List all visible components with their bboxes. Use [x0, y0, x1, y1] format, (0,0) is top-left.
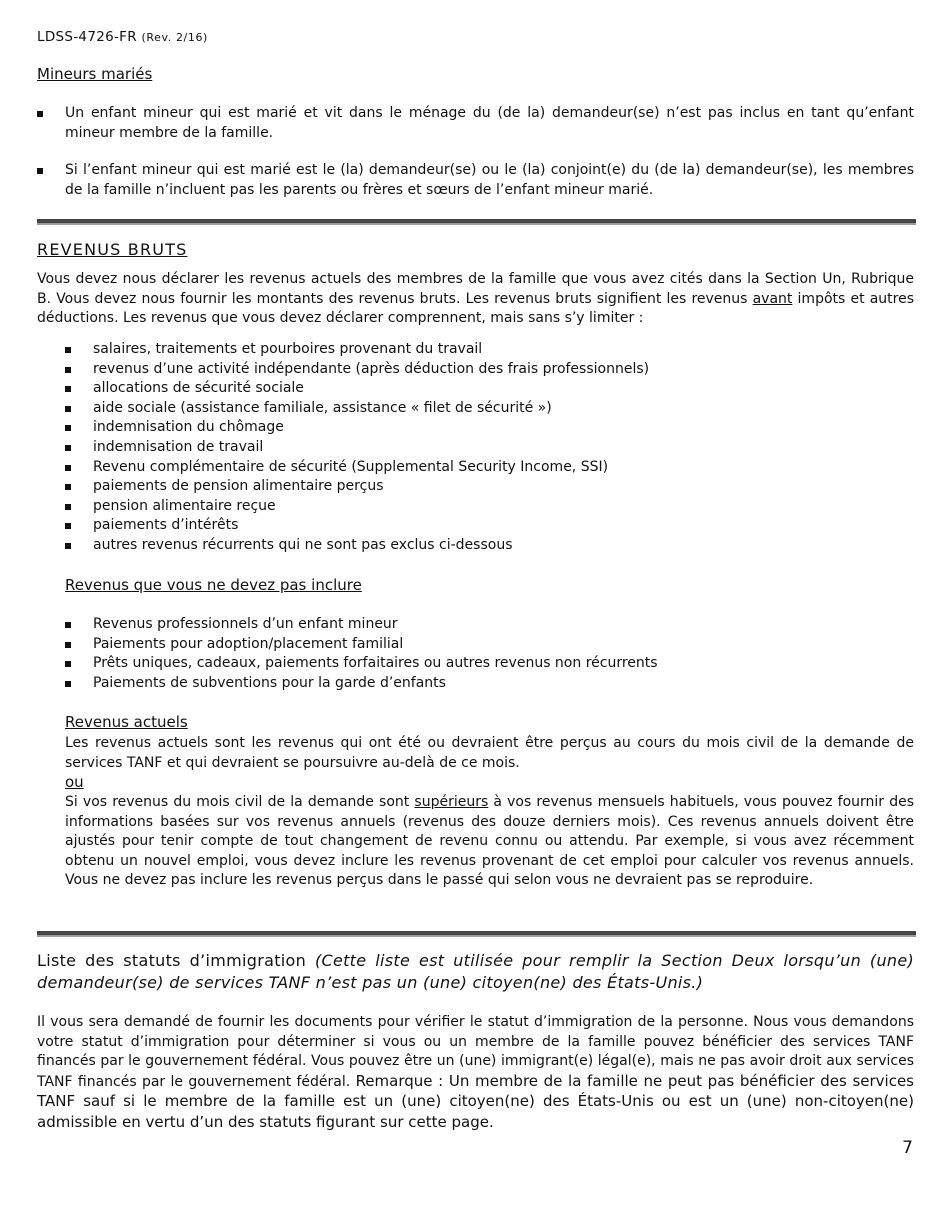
superieurs-emphasis: supérieurs — [414, 794, 489, 810]
list-item: paiements d’intérêts — [65, 516, 914, 536]
immigration-heading — [37, 950, 914, 994]
section-divider — [37, 219, 916, 225]
married-minors-heading: Mineurs mariés — [37, 65, 153, 83]
or-label: ou — [65, 773, 84, 791]
immigration-body: Il vous sera demandé de fournir les documents pour vérifier le statut d’immigration de la personne. Nous vous demandons votre statut d’immigration pour déterminer si vous ou un membre de la famille pouvez bénéficier des services TANF financés par le gouvernement fédéral. Vous pouvez être un (une) immigrant(e) légal(e), mais ne pas avoir droit aux services TANF financés par le gouvernement fédéral. Remarque : Un membre de la famille ne peut pas bénéficier des services TANF sauf si le membre de la famille est un (une) citoyen(ne) des États-Unis ou est un (une) non-citoyen(ne) admissible en vertu d’un des statuts figurant sur cette page. — [37, 1014, 915, 1131]
excluded-income-list — [65, 615, 914, 693]
gross-income-title: REVENUS BRUTS — [37, 240, 188, 259]
current-income-text: Les revenus actuels sont les revenus qui ont été ou devraient être perçus au cours du mois civil de la demande de services TANF et qui devraient se poursuivre au-delà de ce mois. — [65, 735, 914, 771]
list-item: Paiements de subventions pour la garde d’enfants — [65, 674, 914, 694]
list-item: paiements de pension alimentaire perçus — [65, 477, 914, 497]
list-item: Un enfant mineur qui est marié et vit dans le ménage du (de la) demandeur(se) n’est pas inclus en tant qu’enfant mineur membre de la famille. — [37, 104, 914, 143]
list-item: indemnisation de travail — [65, 438, 914, 458]
form-identifier — [37, 29, 208, 45]
list-item: salaires, traitements et pourboires provenant du travail — [65, 340, 914, 360]
list-item: autres revenus récurrents qui ne sont pas exclus ci-dessous — [65, 536, 914, 556]
page-number: 7 — [902, 1138, 913, 1158]
list-item: revenus d’une activité indépendante (après déduction des frais professionnels) — [65, 360, 914, 380]
list-item: pension alimentaire reçue — [65, 497, 914, 517]
form-code: LDSS-4726-FR — [37, 29, 137, 45]
immigration-title-note: (Cette liste est utilisée pour remplir la Section Deux lorsqu’un (une) demandeur(se) de services TANF n’est pas un (une) citoyen(ne) des États-Unis.) — [37, 951, 915, 992]
immigration-title: Liste des statuts d’immigration — [37, 951, 307, 970]
list-item: indemnisation du chômage — [65, 418, 914, 438]
list-item: Revenu complémentaire de sécurité (Supplemental Security Income, SSI) — [65, 458, 914, 478]
current-income-heading: Revenus actuels — [65, 713, 188, 731]
list-item: Paiements pour adoption/placement familial — [65, 635, 914, 655]
income-types-list — [65, 340, 914, 556]
annual-income-text: Si vos revenus du mois civil de la demande sont supérieurs à vos revenus mensuels habituels, vous pouvez fournir des informations basées sur vos revenus annuels (revenus des douze derniers mois). Ces revenus annuels doivent être ajustés pour tenir compte de tout changement de revenu connu ou attendu. Par exemple, si vous avez récemment obtenu un nouvel emploi, vous devez inclure les revenus provenant de cet emploi pour calculer vos revenus annuels. Vous ne devez pas inclure les revenus perçus dans le passé qui selon vous ne devraient pas se reproduire. — [65, 794, 914, 888]
list-item: Si l’enfant mineur qui est marié est le (la) demandeur(se) ou le (la) conjoint(e) du (de la) demandeur(se), les membres de la famille n’incluent pas les parents ou frères et sœurs de l’enfant mineur marié. — [37, 161, 914, 200]
married-minors-list — [37, 104, 914, 218]
list-item: allocations de sécurité sociale — [65, 379, 914, 399]
form-revision: (Rev. 2/16) — [141, 31, 208, 44]
gross-income-intro: Vous devez nous déclarer les revenus actuels des membres de la famille que vous avez cités dans la Section Un, Rubrique B. Vous devez nous fournir les montants des revenus bruts. Les revenus bruts signifient les revenus avant impôts et autres déductions. Les revenus que vous devez déclarer comprennent, mais sans s’y limiter : — [37, 271, 914, 326]
section-divider — [37, 931, 916, 937]
list-item: Prêts uniques, cadeaux, paiements forfaitaires ou autres revenus non récurrents — [65, 654, 914, 674]
list-item: aide sociale (assistance familiale, assistance « filet de sécurité ») — [65, 399, 914, 419]
excluded-income-heading: Revenus que vous ne devez pas inclure — [65, 576, 362, 594]
list-item: Revenus professionnels d’un enfant mineur — [65, 615, 914, 635]
avant-emphasis: avant — [752, 290, 793, 307]
